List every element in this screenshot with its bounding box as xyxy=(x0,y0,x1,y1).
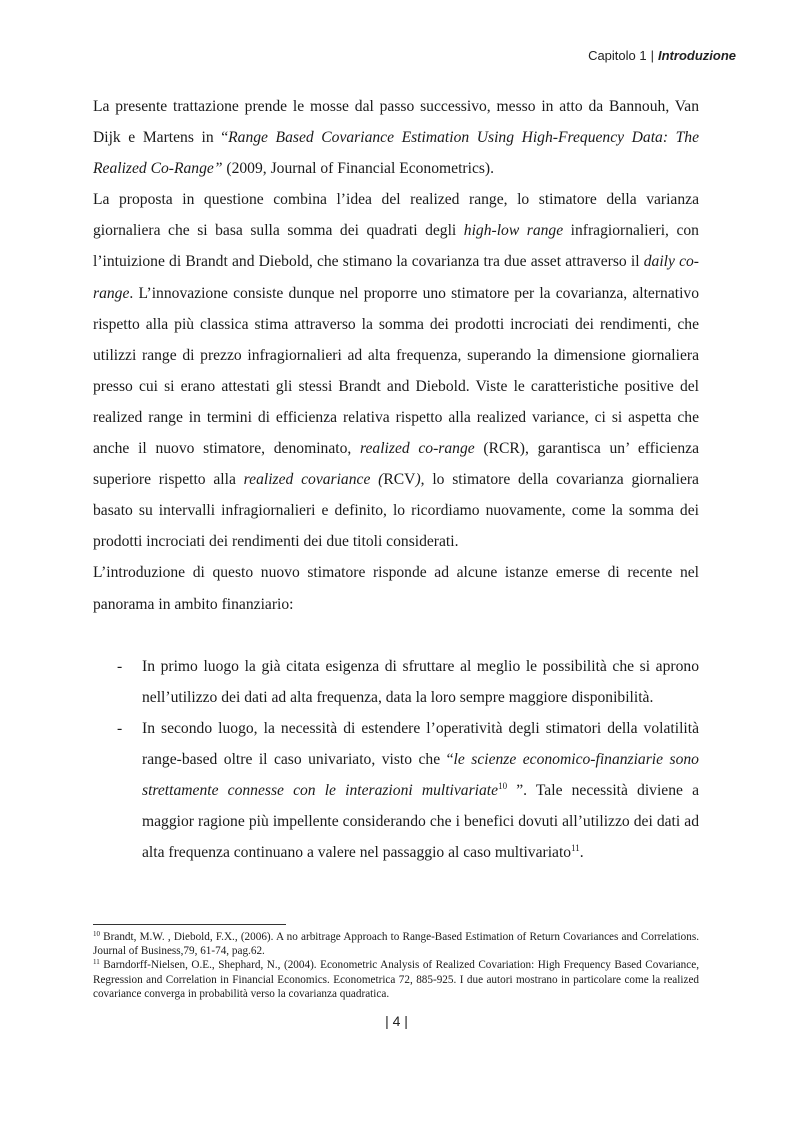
paragraph-3: L’introduzione di questo nuovo stimatore risponde ad alcune istanze emerse di recente nel panorama in ambito finanziario: xyxy=(93,564,699,613)
paragraph-1: La presente trattazione prende le mosse dal passo successivo, messo in atto da Bannouh, Van Dijk e Martens in “Range Based Covariance Estimation Using High-Frequency Data: The Realized Co-Range” (2009, Journal of Financial Econometrics). xyxy=(93,98,700,178)
page-number: | 4 | xyxy=(385,1013,408,1029)
footnote-divider xyxy=(93,924,286,925)
header-separator: | xyxy=(650,48,654,63)
bullet-list xyxy=(93,651,699,869)
list-item: - In secondo luogo, la necessità di estendere l’operatività degli stimatori della volatilità range-based oltre il caso univariato, visto che “le scienze economico-finanziarie sono strettamente connesse con le interazioni multivariate$^{10}$ ”. Tale necessità diviene a maggior ragione più impellente considerando che i benefici dovuti all’utilizzo dei dati ad alta frequenza continuano a valere nel passaggio al caso multivariato$^{11}$. xyxy=(93,713,699,868)
chapter-title: Introduzione xyxy=(658,48,736,63)
dash-bullet: - xyxy=(117,719,123,737)
main-text xyxy=(93,91,699,868)
footnote-ref-10[interactable]: 10 xyxy=(498,780,508,791)
cited-paper-title: Range Based Covariance Estimation Using High-Frequency Data: The Realized Co-Range” xyxy=(93,129,700,178)
footnote-10: $^{10}$ Brandt, M.W. , Diebold, F.X., (2006). A no arbitrage Approach to Range-Based Estimation of Return Covariances and Correlations. Journal of Business,79, 61-74, pag.62. xyxy=(93,930,699,958)
paragraph-2: La proposta in questione combina l’idea del realized range, lo stimatore della varianza giornaliera che si basa sulla somma dei quadrati degli high-low range infragiornalieri, con l’intuizione di Brandt and Diebold, che stimano la covarianza tra due asset attraverso il daily co-range. L’innovazione consiste dunque nel proporre uno stimatore per la covarianza, alternativo rispetto alla più classica stima attraverso la somma dei prodotti incrociati dei rendimenti, che utilizzi range di prezzo infragiornalieri ad alta frequenza, superando la dimensione giornaliera presso cui si erano attestati gli stessi Brandt and Diebold. Viste le caratteristiche positive del realized range in termini di efficienza relativa rispetto alla realized variance, ci si aspetta che anche il nuovo stimatore, denominato, realized co-range (RCR), garantisca un’ efficienza superiore rispetto alla realized covariance (RCV), lo stimatore della covarianza giornaliera basato su intervalli infragiornalieri e definito, lo ricordiamo nuovamente, come la somma dei prodotti incrociati dei rendimenti dei due titoli considerati. xyxy=(93,191,699,551)
list-item: - In primo luogo la già citata esigenza di sfruttare al meglio le possibilità che si aprono nell’utilizzo dei dati ad alta frequenza, data la loro sempre maggiore disponibilità. xyxy=(93,651,699,713)
dash-bullet: - xyxy=(117,657,123,675)
running-header xyxy=(588,48,736,63)
chapter-label: Capitolo 1 xyxy=(588,48,647,63)
footnote-ref-11[interactable]: 11 xyxy=(571,843,580,854)
footnotes xyxy=(93,930,699,1001)
footnote-11: $^{11}$ Barndorff-Nielsen, O.E., Shephard, N., (2004). Econometric Analysis of Realized Covariation: High Frequency Based Covariance, Regression and Correlation in Financial Economics. Econometrica 72, 885-925. I due autori mostrano in particolare come la realized covariance converga in probabilità verso la covarianza quadratica. xyxy=(93,958,699,1000)
